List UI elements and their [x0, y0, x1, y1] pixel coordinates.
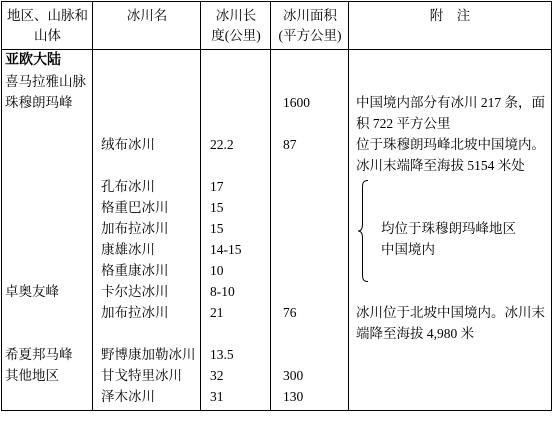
length-cell: [201, 71, 271, 92]
area-cell: [271, 176, 349, 197]
region-text: 喜马拉雅山脉: [5, 74, 86, 89]
glacier-cell: [93, 365, 201, 386]
region-text: 珠穆朗玛峰: [5, 95, 73, 110]
note-cell: [349, 134, 551, 176]
header-glacier-line: 冰川名: [126, 8, 168, 23]
note-cell: [349, 365, 551, 386]
length-text: 31: [210, 389, 224, 404]
glacier-cell: [93, 344, 201, 365]
length-cell: [201, 92, 271, 134]
glacier-cell: [93, 50, 201, 71]
glacier-text: 格重巴冰川: [101, 200, 169, 215]
glacier-cell: [93, 92, 201, 134]
glacier-text: 格重康冰川: [101, 263, 169, 278]
region-cell: [2, 281, 93, 302]
column-divider: [92, 1, 93, 411]
table-row: [2, 50, 551, 71]
region-cell: [2, 344, 93, 365]
table-row: [2, 344, 551, 365]
glacier-cell: [93, 302, 201, 344]
glacier-text: 甘戈特里冰川: [101, 368, 182, 383]
note-cell: [349, 281, 551, 302]
area-text: 1600: [283, 95, 310, 110]
group-note-line: 中国境内: [381, 242, 435, 257]
length-cell: [201, 134, 271, 176]
glacier-cell: [93, 197, 201, 218]
area-cell: [271, 386, 349, 407]
area-text: 130: [283, 389, 304, 404]
group-note-line: 均位于珠穆朗玛峰地区: [381, 221, 516, 236]
note-cell: [349, 302, 551, 344]
header-length-line: 冰川长: [215, 8, 257, 23]
table-row: [2, 302, 551, 344]
area-cell: [271, 134, 349, 176]
glacier-cell: [93, 239, 201, 260]
length-text: 21: [210, 305, 224, 320]
group-note-text: [381, 218, 516, 260]
note-text: 冰川末端降至海拔 5154 米处: [356, 158, 525, 173]
header-note: [349, 2, 551, 49]
table-row: [2, 92, 551, 134]
header-glacier: [93, 2, 201, 49]
region-cell: [2, 50, 93, 71]
length-cell: [201, 281, 271, 302]
length-cell: [201, 239, 271, 260]
glacier-cell: [93, 386, 201, 407]
length-text: 15: [210, 221, 224, 236]
length-cell: [201, 260, 271, 281]
area-cell: [271, 197, 349, 218]
glacier-text: 卡尔达冰川: [101, 284, 169, 299]
area-text: 76: [283, 305, 297, 320]
region-cell: [2, 386, 93, 407]
length-text: 17: [210, 179, 224, 194]
note-text: 中国境内部分有冰川 217 条，面: [356, 95, 545, 110]
area-cell: [271, 260, 349, 281]
header-length-line: 度(公里): [211, 28, 261, 43]
length-text: 14-15: [210, 242, 242, 257]
length-text: 10: [210, 263, 224, 278]
region-text: 卓奥友峰: [5, 284, 59, 299]
length-cell: [201, 386, 271, 407]
header-region: [2, 2, 93, 49]
length-cell: [201, 365, 271, 386]
table-row: [2, 134, 551, 176]
brace-stroke: [358, 181, 368, 282]
glacier-cell: [93, 218, 201, 239]
table-row: [2, 71, 551, 92]
column-divider: [270, 1, 271, 411]
note-cell: [349, 50, 551, 71]
area-cell: [271, 302, 349, 344]
length-cell: [201, 302, 271, 344]
area-cell: [271, 218, 349, 239]
region-cell: [2, 92, 93, 134]
region-cell: [2, 134, 93, 176]
length-cell: [201, 50, 271, 71]
note-text: 位于珠穆朗玛峰北坡中国境内。: [356, 137, 545, 152]
area-cell: [271, 344, 349, 365]
glacier-text: 加布拉冰川: [101, 221, 169, 236]
note-cell: [349, 344, 551, 365]
length-cell: [201, 218, 271, 239]
region-cell: [2, 176, 93, 197]
region-cell: [2, 302, 93, 344]
length-text: 13.5: [210, 347, 234, 362]
area-text: 300: [283, 368, 304, 383]
area-cell: [271, 281, 349, 302]
header-note-line: 附 注: [429, 8, 471, 23]
area-cell: [271, 71, 349, 92]
region-text: 其他地区: [5, 368, 59, 383]
region-cell: [2, 218, 93, 239]
region-text: 希夏邦马峰: [5, 347, 73, 362]
header-length: [201, 2, 271, 49]
region-cell: [2, 197, 93, 218]
glacier-text: 泽木冰川: [101, 389, 155, 404]
region-cell: [2, 365, 93, 386]
glacier-cell: [93, 176, 201, 197]
length-cell: [201, 176, 271, 197]
length-cell: [201, 197, 271, 218]
length-text: 8-10: [210, 284, 235, 299]
table-row: [2, 281, 551, 302]
glacier-cell: [93, 281, 201, 302]
glacier-cell: [93, 134, 201, 176]
column-divider: [200, 1, 201, 411]
region-cell: [2, 71, 93, 92]
table-row: [2, 365, 551, 386]
region-text: 亚欧大陆: [5, 53, 61, 68]
table-header: [2, 2, 551, 50]
glacier-cell: [93, 260, 201, 281]
note-text: 端降至海拔 4,980 米: [356, 326, 475, 341]
glacier-text: 野博康加勒冰川: [101, 347, 196, 362]
note-cell: [349, 92, 551, 134]
glacier-text: 加布拉冰川: [101, 305, 169, 320]
area-cell: [271, 365, 349, 386]
area-cell: [271, 239, 349, 260]
glacier-text: 绒布冰川: [101, 137, 155, 152]
region-cell: [2, 260, 93, 281]
area-cell: [271, 50, 349, 71]
glacier-text: 康雄冰川: [101, 242, 155, 257]
area-text: 87: [283, 137, 297, 152]
note-cell: [349, 71, 551, 92]
header-region-line: 山体: [34, 28, 61, 43]
left-brace-icon: [357, 180, 369, 282]
note-text: 冰川位于北坡中国境内。冰川末: [356, 305, 545, 320]
glacier-cell: [93, 71, 201, 92]
header-area: [271, 2, 349, 49]
region-cell: [2, 239, 93, 260]
length-text: 22.2: [210, 137, 234, 152]
note-text: 积 722 平方公里: [356, 116, 451, 131]
length-cell: [201, 344, 271, 365]
area-cell: [271, 92, 349, 134]
length-text: 15: [210, 200, 224, 215]
column-divider: [348, 1, 349, 411]
note-cell: [349, 386, 551, 407]
header-region-line: 地区、山脉和: [7, 8, 88, 23]
length-text: 32: [210, 368, 224, 383]
group-note: [357, 180, 547, 282]
table-row: [2, 386, 551, 407]
header-area-line: (平方公里): [278, 28, 342, 43]
header-area-line: 冰川面积: [283, 8, 337, 23]
glacier-text: 孔布冰川: [101, 179, 155, 194]
